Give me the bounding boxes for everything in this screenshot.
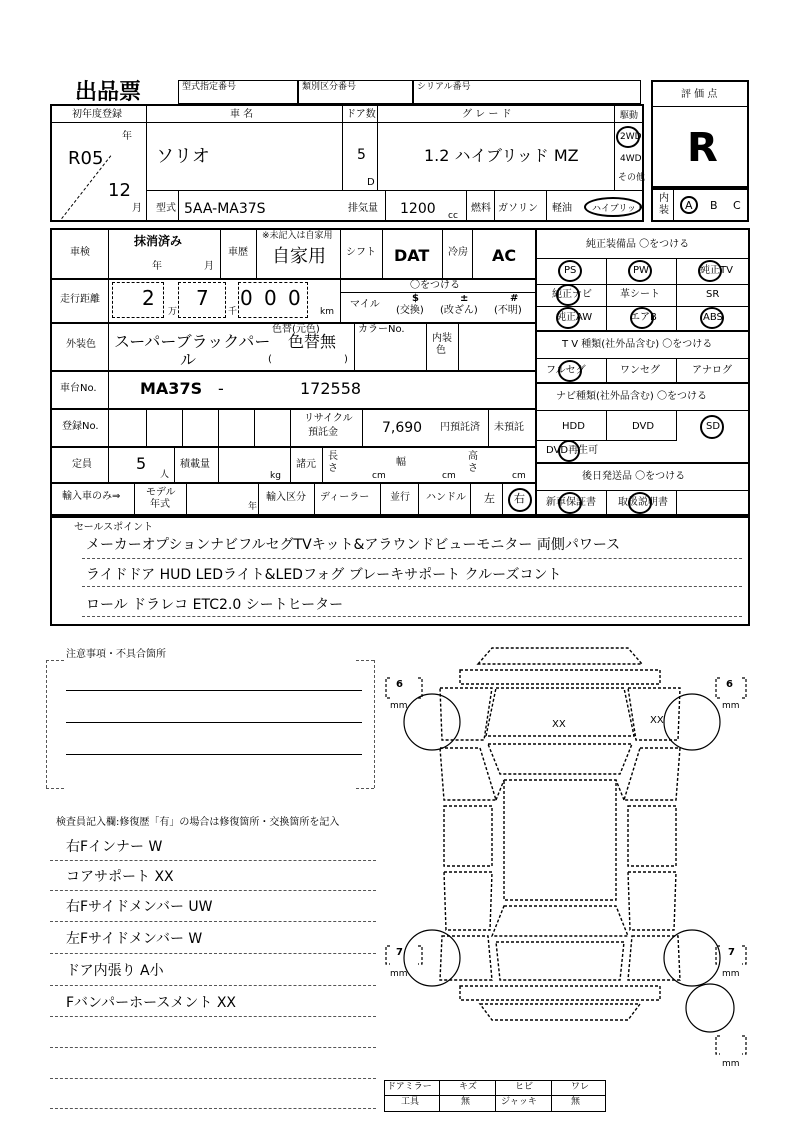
equip-tv-ring: [698, 260, 722, 282]
shift-value: DAT: [394, 246, 430, 265]
capacity-value: 5: [136, 454, 147, 473]
nav-dvd[interactable]: DVD: [632, 421, 655, 432]
inspector-item-3: 右Fサイドメンバー UW: [66, 899, 213, 915]
legend-v-1: 工具: [401, 1097, 420, 1107]
mileage-mark-label: 〇をつける: [410, 280, 460, 291]
drive-2wd[interactable]: 2WD: [620, 132, 642, 142]
dvd-playback-ring: [558, 440, 580, 462]
mileage-digits: [112, 282, 338, 320]
repaint-paren-open: (: [268, 354, 272, 365]
repaint-value: 色替無: [288, 332, 337, 351]
equip-navi[interactable]: 純正ナビ: [552, 289, 592, 300]
interior-selected-ring: [680, 196, 698, 214]
legend-h-4: ワレ: [571, 1082, 590, 1092]
mileage-digit-1: 2: [142, 286, 155, 310]
tv-title: T V 種類(社外品含む) 〇をつける: [562, 339, 713, 350]
interior-color-label-2: 色: [436, 345, 446, 356]
mileage-digit-2: 7: [196, 286, 209, 310]
dims-label: 諸元: [296, 459, 316, 470]
drive-label: 駆動: [620, 111, 639, 121]
vehicle-block: [50, 104, 644, 222]
displacement-value: 1200: [400, 201, 436, 217]
inspector-item-2: コアサポート XX: [66, 869, 174, 885]
history-label: 車歴: [228, 247, 248, 258]
load-label: 積載量: [180, 459, 210, 470]
height-label: 高: [468, 451, 478, 462]
recycle-unpaid: 未預託: [494, 422, 524, 433]
later-manual-ring: [628, 492, 652, 514]
drive-other[interactable]: その他: [618, 173, 646, 183]
history-note: ※未記入は自家用: [262, 231, 333, 241]
equip-aw[interactable]: 純正AW: [556, 312, 593, 323]
legend-v-3: ジャッキ: [501, 1097, 537, 1107]
mileage-unit-man: 万: [168, 307, 178, 317]
repaint-paren-close: ): [344, 354, 348, 365]
car-name: ソリオ: [156, 146, 210, 167]
first-reg-year-unit: 年: [122, 131, 132, 142]
handle-selected-ring: [508, 488, 532, 512]
equip-ps-ring: [558, 260, 582, 282]
aircon-value: AC: [492, 246, 517, 265]
grade-label: グ レ ー ド: [462, 109, 512, 120]
import-parallel[interactable]: 並行: [390, 492, 410, 503]
mileage-unit-km: km: [320, 307, 334, 317]
shift-label: シフト: [346, 247, 376, 258]
inspector-item-5: ドア内張り A小: [66, 963, 164, 979]
equip-sr[interactable]: SR: [706, 289, 720, 300]
equip-abs[interactable]: ABS: [703, 312, 723, 323]
chassis-number: 172558: [300, 379, 362, 398]
later-title: 後日発送品 〇をつける: [582, 471, 686, 482]
chassis-prefix: MA37S: [140, 379, 203, 398]
mileage-opt-2-sym[interactable]: ±: [460, 293, 469, 304]
legend-h-1: ドアミラー: [387, 1082, 432, 1092]
fuel-gasoline[interactable]: ガソリン: [498, 203, 538, 214]
equip-tv[interactable]: 純正TV: [700, 265, 733, 276]
equipment-title: 純正装備品 〇をつける: [586, 239, 690, 250]
drive-selected-ring: [616, 126, 640, 148]
mileage-opt-1-text[interactable]: (交換): [396, 305, 424, 316]
inspector-label: 検査員記入欄:修復歴「有」の場合は修復箇所・交換箇所を記入: [56, 817, 340, 828]
model-designation-box: [178, 80, 298, 104]
recycle-label: リサイクル: [304, 413, 353, 424]
tv-oneseg[interactable]: ワンセグ: [620, 365, 660, 376]
equip-pw[interactable]: PW: [633, 265, 649, 276]
later-warranty-ring: [558, 492, 582, 514]
mileage-label: 走行距離: [60, 294, 100, 305]
fuel-selected-ring: [584, 197, 642, 217]
inspection-month-unit: 月: [204, 261, 214, 272]
import-type-label: 輸入区分: [266, 492, 306, 503]
diagram-mark-1: XX: [552, 719, 566, 730]
tv-analog[interactable]: アナログ: [692, 365, 732, 376]
category-label: 類別区分番号: [302, 82, 357, 92]
model-year-unit: 年: [248, 502, 258, 512]
fuel-diesel[interactable]: 軽油: [552, 203, 572, 214]
nav-sd[interactable]: SD: [706, 421, 721, 432]
registration-label: 登録No.: [62, 421, 99, 432]
drive-4wd[interactable]: 4WD: [620, 154, 642, 164]
later-manual[interactable]: 取扱説明書: [618, 497, 668, 508]
chassis-label: 車台No.: [60, 383, 97, 394]
mileage-digit-5: 0: [288, 286, 301, 310]
tread-rear-right-unit: mm: [722, 969, 740, 979]
first-reg-month: 12: [108, 180, 131, 201]
inspector-item-1: 右Fインナー W: [66, 839, 163, 855]
color-no-label: カラーNo.: [358, 324, 405, 335]
notes-bracket: [46, 660, 376, 790]
tread-front-right-unit: mm: [722, 701, 740, 711]
color-label: 外装色: [66, 339, 96, 350]
equip-abs-ring: [700, 307, 724, 329]
mileage-mile: マイル: [350, 299, 380, 310]
sales-line-1: メーカーオプションナビフルセグTVキット&アラウンドビューモニター 両側パワース: [86, 537, 621, 553]
fuel-label: 燃料: [471, 203, 491, 214]
import-label: 輸入車のみ⇒: [62, 491, 121, 502]
inspection-label: 車検: [70, 247, 90, 258]
length-unit: cm: [372, 471, 386, 481]
nav-selected-ring: [700, 415, 724, 439]
aircon-label: 冷房: [448, 247, 468, 258]
inspection-value: 抹消済み: [134, 234, 183, 248]
capacity-unit: 人: [160, 470, 170, 480]
recycle-value: 7,690: [382, 420, 423, 436]
interior-option-c[interactable]: C: [733, 199, 741, 212]
height-label-2: さ: [468, 463, 478, 474]
sales-points-label: セールスポイント: [74, 522, 154, 533]
equip-aw-ring: [556, 307, 580, 329]
mileage-opt-1-sym[interactable]: $: [412, 293, 419, 304]
equip-pw-ring: [628, 260, 652, 282]
equip-airbag[interactable]: エアB: [630, 312, 657, 323]
handle-label: ハンドル: [426, 492, 466, 503]
fuel-hybrid[interactable]: ハイブリッド: [592, 204, 646, 214]
model-value: 5AA-MA37S: [184, 201, 266, 217]
load-unit: kg: [270, 471, 281, 481]
grade-value: 1.2 ハイブリッド MZ: [424, 146, 579, 165]
legend-v-2: 無: [461, 1097, 471, 1107]
first-reg-era: R05: [68, 148, 104, 169]
serial-label: シリアル番号: [417, 82, 471, 92]
legend-table: [384, 1080, 606, 1112]
tv-selected-ring: [558, 360, 582, 382]
repaint-label: 色替(元色): [272, 324, 320, 335]
length-label-2: さ: [328, 463, 338, 474]
car-diagram: [380, 640, 760, 1060]
mileage-digit-4: 0: [264, 286, 277, 310]
equip-leather[interactable]: 革シート: [620, 289, 660, 300]
interior-color-label: 内装: [432, 333, 452, 344]
later-warranty[interactable]: 新車保証書: [546, 497, 596, 508]
model-label: 型式: [156, 203, 176, 214]
interior-option-b[interactable]: B: [710, 199, 718, 212]
history-value: 自家用: [272, 246, 326, 267]
interior-rating-label-2: 装: [659, 205, 669, 216]
capacity-label: 定員: [72, 459, 92, 470]
equip-airbag-ring: [630, 307, 654, 329]
tread-rear-left: 7: [396, 947, 403, 958]
height-unit: cm: [512, 471, 526, 481]
mileage-opt-3-text[interactable]: (不明): [494, 305, 522, 316]
category-box: [298, 80, 413, 104]
first-reg-label: 初年度登録: [72, 109, 122, 120]
width-unit: cm: [442, 471, 456, 481]
interior-option-a[interactable]: A: [685, 199, 693, 212]
interior-rating-box: [651, 188, 749, 222]
color-value: スーパーブラックパー: [114, 332, 271, 351]
dvd-playback[interactable]: DVD再生可: [546, 445, 599, 456]
serial-box: [413, 80, 641, 104]
tread-front-left: 6: [396, 679, 403, 690]
sales-line-2: ライドドア HUD LEDライト&LEDフォグ ブレーキサポート クルーズコント: [86, 567, 562, 583]
inspector-item-6: Fバンパーホースメント XX: [66, 995, 237, 1011]
recycle-label-2: 預託金: [308, 427, 338, 438]
handle-left[interactable]: 左: [484, 492, 495, 505]
nav-title: ナビ種類(社外品含む) 〇をつける: [556, 391, 707, 402]
displacement-label: 排気量: [348, 203, 378, 214]
sheet-title: 出品票: [75, 80, 142, 105]
model-year-label: モデル: [146, 487, 176, 498]
length-label: 長: [328, 451, 338, 462]
tv-fullseg[interactable]: フルセグ: [546, 365, 586, 376]
legend-h-3: ヒビ: [515, 1082, 534, 1092]
mileage-digit-3: 0: [240, 286, 253, 310]
doors-sub: D: [367, 177, 375, 188]
nav-hdd[interactable]: HDD: [562, 421, 585, 432]
first-reg-month-unit: 月: [132, 203, 142, 214]
inspection-year-unit: 年: [152, 261, 162, 272]
import-dealer[interactable]: ディーラー: [320, 492, 370, 503]
tread-rear-left-unit: mm: [390, 969, 408, 979]
legend-h-2: キズ: [459, 1082, 477, 1092]
sales-points-box: [50, 516, 750, 626]
tread-spare-unit: mm: [722, 1059, 740, 1069]
diagram-mark-2: XX: [650, 715, 664, 726]
mileage-opt-2-text[interactable]: (改ざん): [440, 305, 478, 316]
mileage-opt-3-sym[interactable]: #: [510, 293, 519, 304]
model-year-label-2: 年式: [150, 499, 170, 510]
doors-value: 5: [357, 147, 366, 163]
car-name-label: 車 名: [230, 109, 254, 120]
sales-line-3: ロール ドラレコ ETC2.0 シートヒーター: [86, 597, 344, 613]
color-value-2: ル: [180, 350, 197, 369]
recycle-unit: 円預託済: [440, 422, 480, 433]
inspector-item-4: 左Fサイドメンバー W: [66, 931, 203, 947]
mileage-unit-sen: 千: [228, 307, 238, 317]
equip-ps[interactable]: PS: [564, 265, 577, 276]
width-label: 幅: [396, 457, 406, 468]
tread-front-left-unit: mm: [390, 701, 408, 711]
doors-label: ドア数: [346, 109, 376, 120]
chassis-dash: -: [218, 379, 224, 398]
legend-v-4: 無: [571, 1097, 581, 1107]
notes-label: 注意事項・不具合箇所: [66, 649, 166, 660]
tread-rear-right: 7: [728, 947, 735, 958]
displacement-unit: cc: [448, 211, 458, 221]
handle-right[interactable]: 右: [514, 492, 525, 505]
rating-box: [651, 80, 749, 188]
interior-rating-label: 内: [659, 193, 669, 204]
model-designation-label: 型式指定番号: [182, 82, 237, 92]
rating-label: 評 価 点: [681, 89, 718, 100]
rating-value: R: [687, 125, 718, 171]
tread-front-right: 6: [726, 679, 733, 690]
equip-navi-ring: [556, 284, 580, 306]
